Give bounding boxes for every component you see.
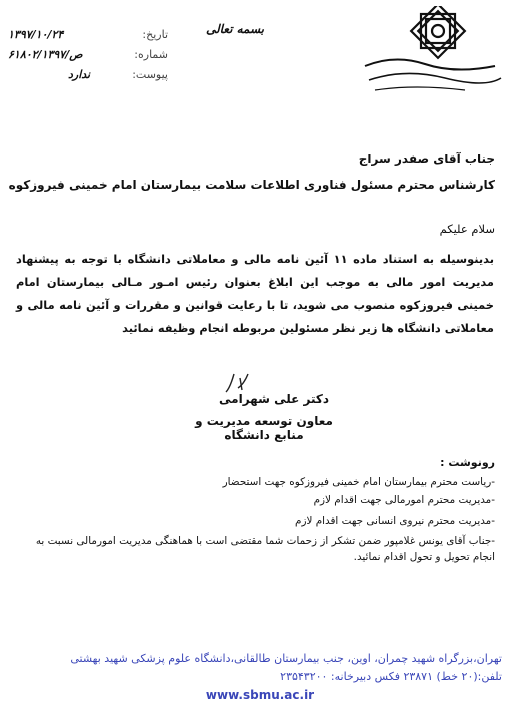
signatory-name: دکتر علی شهرامی xyxy=(219,392,329,406)
footer-website-link[interactable]: www.sbmu.ac.ir xyxy=(205,688,315,702)
date-row xyxy=(8,28,168,44)
greeting: سلام علیکم xyxy=(439,222,495,236)
copy-item: -مدیریت محترم نیروی انسانی جهت اقدام لازم xyxy=(295,515,495,527)
university-logo-icon xyxy=(355,6,507,96)
attachment-label: پیوست: xyxy=(132,68,168,81)
attachment-row xyxy=(8,68,168,84)
copy-item: -ریاست محترم بیمارستان امام خمینی فیروزکوه جهت استحضار xyxy=(222,476,495,488)
university-logo xyxy=(355,6,507,96)
recipient-title: کارشناس محترم مسئول فناوری اطلاعات سلامت بیمارستان امام خمینی فیروزکوه xyxy=(8,178,495,192)
date-label: تاریخ: xyxy=(142,28,168,41)
recipient-name: جناب آقای صفدر سراج xyxy=(358,152,495,166)
signatory-title: معاون توسعه مدیریت و منابع دانشگاه xyxy=(195,414,333,442)
header-motto: بسمه تعالی xyxy=(205,22,265,36)
copy-item: -مدیریت محترم امورمالی جهت اقدام لازم xyxy=(313,494,495,506)
footer-phone: تلفن:(۲۰ خط) ۲۳۸۷۱ فکس دبیرخانه: ۲۳۵۴۳۲۰۰ xyxy=(280,670,502,683)
footer-address: تهران،بزرگراه شهید چمران، اوین، جنب بیمارستان طالقانی،دانشگاه علوم پزشکی شهید بهشتی xyxy=(70,652,502,665)
copies-title: رونوشت : xyxy=(440,456,495,469)
number-value: ۶۱۸۰۲/ص/۱۳۹۷ xyxy=(8,48,83,61)
attachment-value: ندارد xyxy=(68,68,91,81)
copy-item: -جناب آقای یونس غلامپور ضمن تشکر از زحمات شما مقتضی است با هماهنگی مدیریت امورمالی نسبت به انجام تحویل و تحول اقدام نمائید. xyxy=(35,535,495,563)
letter-body: بدینوسیله به استناد ماده ۱۱ آئین نامه مالی و معاملاتی دانشگاه با توجه به پیشنهاد مدیریت امور مالی به موجب این ابلاغ بعنوان رئیس امـور مـالی بیمارستان امام خمینی فیروزکوه منصوب می شوید، تا با رعایت قوانین و مقررات و آئین نامه مالی و معاملاتی دانشگاه ها زیر نظر مسئولین مربوطه انجام وظیفه نمائید xyxy=(16,252,494,335)
number-label: شماره: xyxy=(134,48,168,61)
number-row xyxy=(8,48,168,64)
date-value: ۱۳۹۷/۱۰/۲۴ xyxy=(8,28,64,41)
